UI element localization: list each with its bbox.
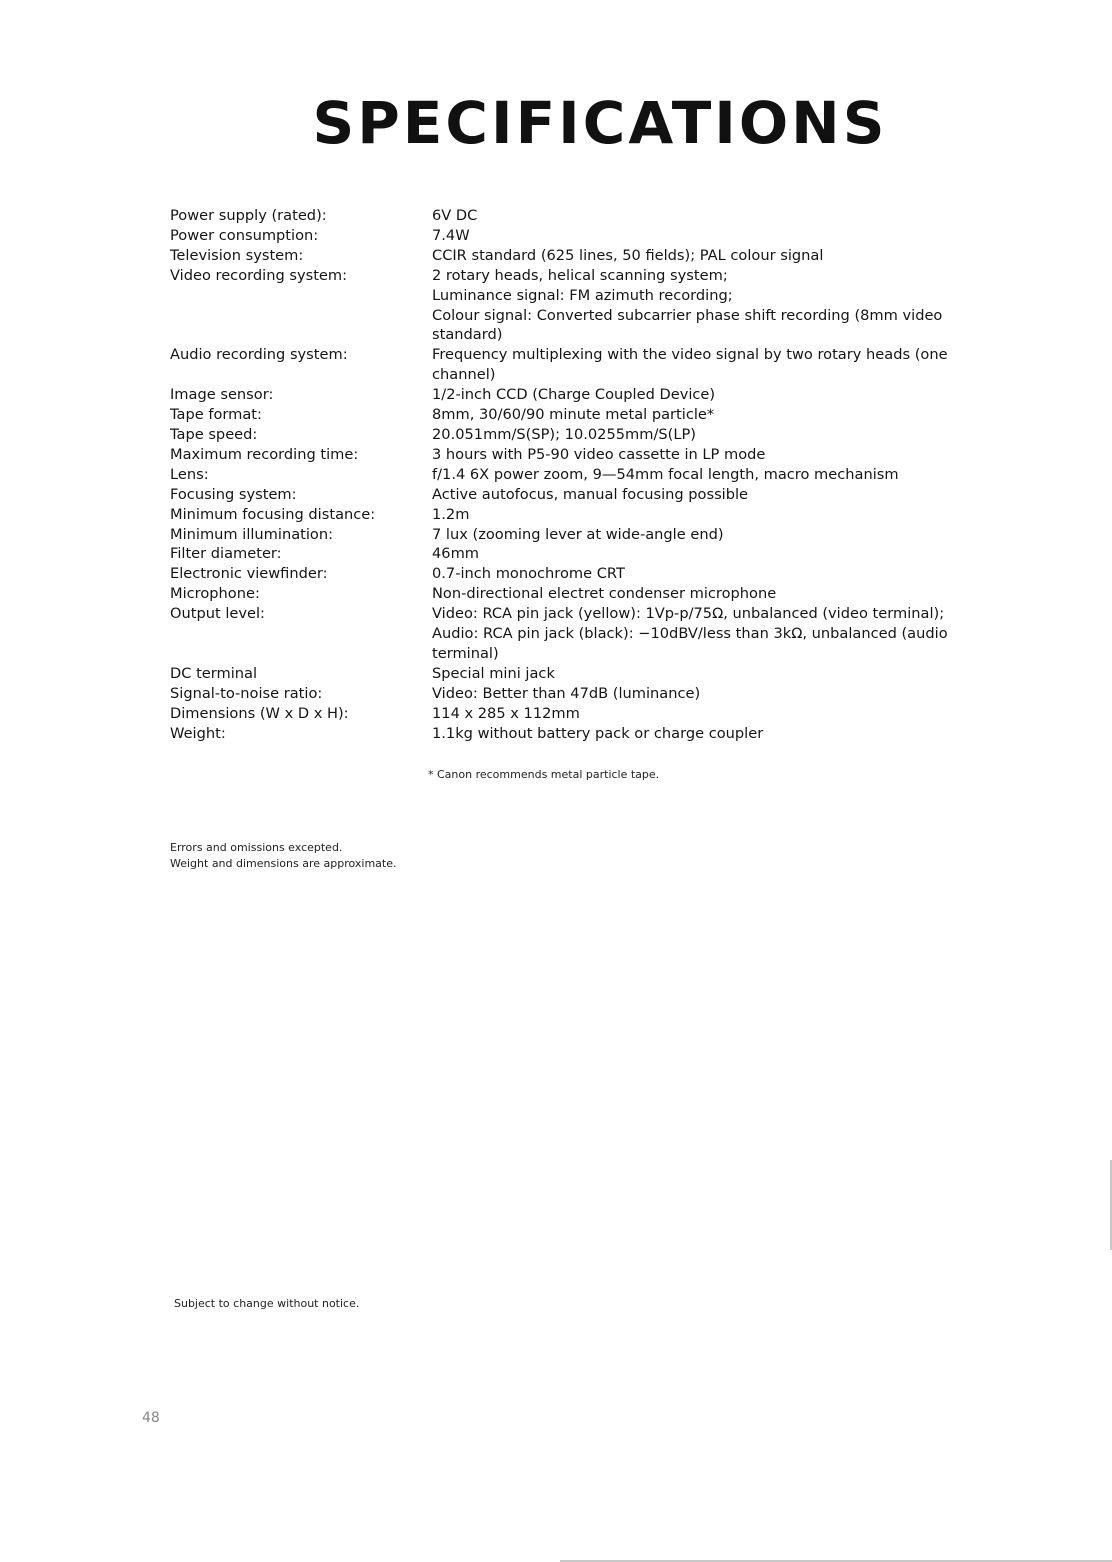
spec-value-line: Luminance signal: FM azimuth recording; (432, 286, 733, 304)
spec-value-line: CCIR standard (625 lines, 50 fields); PAL colour signal (432, 246, 824, 264)
spec-row (170, 604, 1050, 664)
spec-value-line: Video: Better than 47dB (luminance) (432, 684, 701, 702)
spec-label: Minimum illumination: (170, 525, 334, 543)
spec-value (432, 385, 1050, 405)
spec-value-line: standard) (432, 326, 503, 344)
spec-label: Audio recording system: (170, 346, 348, 364)
footnote: * Canon recommends metal particle tape. (428, 768, 660, 781)
spec-row (170, 405, 1050, 425)
spec-row (170, 684, 1050, 704)
spec-row (170, 206, 1050, 226)
spec-value (432, 724, 1050, 744)
spec-value (432, 544, 1050, 564)
spec-label: Microphone: (170, 585, 260, 603)
spec-label: Tape format: (170, 406, 262, 424)
spec-label: Signal-to-noise ratio: (170, 684, 323, 702)
spec-value-line: Audio: RCA pin jack (black): −10dBV/less than 3kΩ, unbalanced (audio (432, 625, 948, 643)
spec-label: Maximum recording time: (170, 445, 359, 463)
spec-value (432, 525, 1050, 545)
page-title: SPECIFICATIONS (312, 89, 888, 157)
spec-label: Weight: (170, 724, 226, 742)
spec-value (432, 226, 1050, 246)
page-number: 48 (142, 1410, 160, 1426)
spec-value (432, 445, 1050, 465)
spec-value (432, 664, 1050, 684)
spec-value (432, 604, 1050, 664)
spec-value-line: Colour signal: Converted subcarrier phase shift recording (8mm video (432, 306, 943, 324)
change-notice: Subject to change without notice. (174, 1297, 360, 1310)
spec-label: Electronic viewfinder: (170, 565, 328, 583)
spec-row (170, 345, 1050, 385)
spec-value (432, 405, 1050, 425)
spec-value-line: 1/2-inch CCD (Charge Coupled Device) (432, 386, 716, 404)
spec-value-line: 3 hours with P5-90 video cassette in LP mode (432, 445, 766, 463)
spec-label: Power supply (rated): (170, 207, 327, 224)
spec-value-line: Special mini jack (432, 664, 555, 682)
spec-label: Tape speed: (170, 425, 258, 443)
spec-value-line: 46mm (432, 545, 480, 563)
spec-label: Image sensor: (170, 386, 274, 404)
spec-value-line: 1.1kg without battery pack or charge coupler (432, 724, 764, 742)
spec-label: Filter diameter: (170, 545, 282, 563)
spec-row (170, 724, 1050, 744)
spec-value (432, 564, 1050, 584)
specifications-table (170, 206, 1050, 743)
spec-row (170, 525, 1050, 545)
spec-row (170, 266, 1050, 346)
spec-value-line: 6V DC (432, 207, 478, 224)
spec-label: Power consumption: (170, 226, 319, 244)
spec-label: DC terminal (170, 664, 258, 682)
spec-value-line: terminal) (432, 644, 499, 662)
spec-label: Focusing system: (170, 485, 297, 503)
spec-value (432, 246, 1050, 266)
spec-value-line: 7.4W (432, 226, 470, 244)
disclaimer-line: Errors and omissions excepted. (170, 841, 343, 854)
spec-row (170, 425, 1050, 445)
spec-value (432, 425, 1050, 445)
spec-row (170, 246, 1050, 266)
spec-row (170, 485, 1050, 505)
spec-value (432, 684, 1050, 704)
spec-label: Output level: (170, 605, 265, 623)
spec-row (170, 385, 1050, 405)
spec-row (170, 704, 1050, 724)
spec-value-line: 20.051mm/S(SP); 10.0255mm/S(LP) (432, 425, 696, 443)
spec-label: Video recording system: (170, 266, 348, 284)
spec-value (432, 505, 1050, 525)
spec-row (170, 465, 1050, 485)
spec-value (432, 584, 1050, 604)
spec-row (170, 226, 1050, 246)
spec-value-line: Active autofocus, manual focusing possible (432, 485, 749, 503)
spec-value (432, 345, 1050, 385)
spec-value-line: 0.7-inch monochrome CRT (432, 565, 625, 583)
spec-row (170, 584, 1050, 604)
spec-label: Television system: (170, 246, 304, 264)
spec-row (170, 664, 1050, 684)
spec-value (432, 465, 1050, 485)
spec-value-line: 7 lux (zooming lever at wide-angle end) (432, 525, 724, 543)
spec-value-line: 114 x 285 x 112mm (432, 704, 580, 722)
spec-value-line: 2 rotary heads, helical scanning system; (432, 266, 728, 284)
spec-value (432, 704, 1050, 724)
spec-value (432, 485, 1050, 505)
spec-row (170, 445, 1050, 465)
disclaimer (170, 840, 396, 872)
spec-label: Minimum focusing distance: (170, 505, 376, 523)
spec-row (170, 564, 1050, 584)
spec-value-line: Non-directional electret condenser microphone (432, 585, 777, 603)
spec-value-line: f/1.4 6X power zoom, 9—54mm focal length, macro mechanism (432, 465, 899, 483)
spec-value (432, 266, 1050, 346)
spec-label: Dimensions (W x D x H): (170, 704, 349, 722)
spec-value-line: channel) (432, 366, 496, 384)
spec-label: Lens: (170, 465, 209, 483)
spec-value-line: 8mm, 30/60/90 minute metal particle* (432, 406, 715, 424)
spec-value (432, 206, 1050, 226)
spec-value-line: Frequency multiplexing with the video signal by two rotary heads (one (432, 346, 948, 364)
disclaimer-line: Weight and dimensions are approximate. (170, 857, 397, 870)
spec-row (170, 544, 1050, 564)
spec-value-line: 1.2m (432, 505, 470, 523)
spec-row (170, 505, 1050, 525)
spec-value-line: Video: RCA pin jack (yellow): 1Vp-p/75Ω, unbalanced (video terminal); (432, 605, 945, 623)
